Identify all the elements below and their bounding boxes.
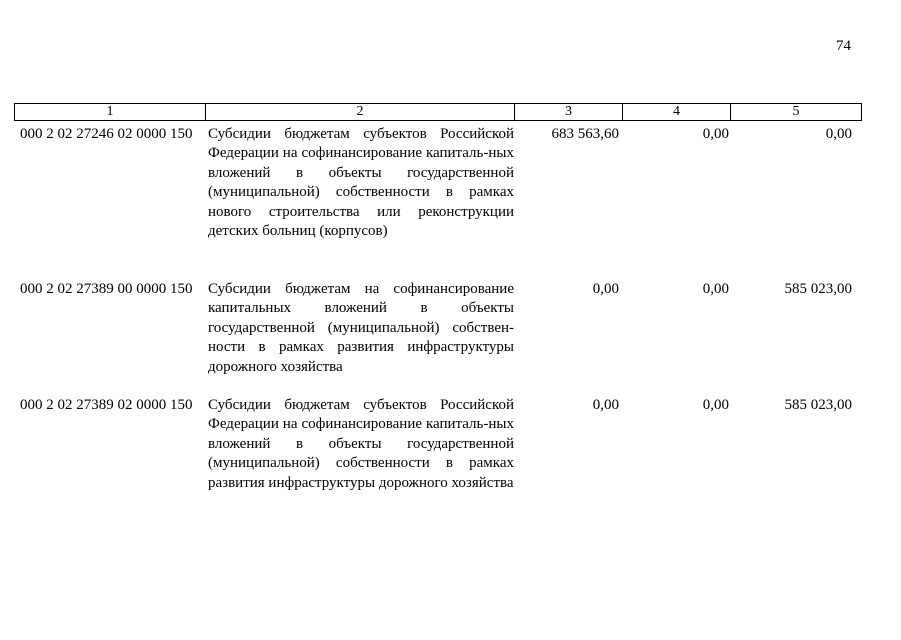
value-col-3: 0,00 (592, 397, 619, 413)
column-header-5: 5 (792, 104, 800, 119)
table-header-row (14, 103, 862, 121)
value-col-4: 0,00 (702, 281, 729, 297)
page-number: 74 (836, 38, 851, 54)
row-description: Субсидии бюджетам на софинансирование капитальных вложений в объекты государственной (муниципальной) собствен-ности в рамках развития инфраструктуры дорожного хозяйства (208, 281, 514, 375)
value-col-3: 0,00 (592, 281, 619, 297)
value-col-5: 0,00 (825, 126, 852, 142)
column-header-2: 2 (206, 104, 515, 120)
column-header-1: 1 (15, 104, 206, 120)
row-description: Субсидии бюджетам субъектов Российской Федерации на софинансирование капиталь-ных вложений в объекты государственной (муниципальной) собственности в рамках нового строительства или реконструкции детских больниц (корпусов) (208, 126, 514, 240)
value-col-5: 585 023,00 (784, 397, 852, 413)
value-col-4: 0,00 (702, 397, 729, 413)
value-col-4: 0,00 (702, 126, 729, 142)
row-description: Субсидии бюджетам субъектов Российской Федерации на софинансирование капиталь-ных вложений в объекты государственной (муниципальной) собственности в рамках развития инфраструктуры дорожного хозяйства (208, 397, 514, 491)
column-header-3: 3 (515, 104, 623, 120)
column-header-4: 4 (623, 104, 731, 120)
value-col-3: 683 563,60 (551, 126, 619, 142)
value-col-5: 585 023,00 (784, 281, 852, 297)
budget-code: 000 2 02 27389 02 0000 150 (20, 397, 193, 413)
budget-code: 000 2 02 27389 00 0000 150 (20, 281, 193, 297)
budget-code: 000 2 02 27246 02 0000 150 (20, 126, 193, 142)
